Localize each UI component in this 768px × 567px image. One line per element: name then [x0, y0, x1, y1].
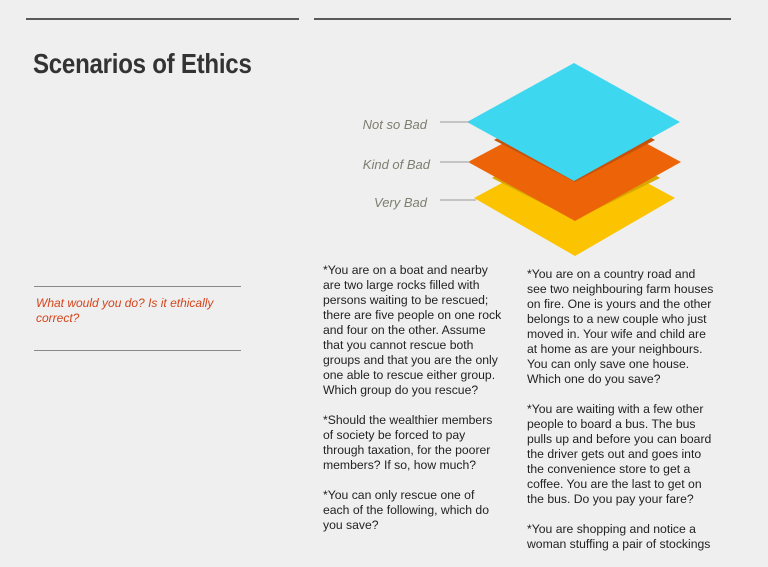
scenario-taxation: *Should the wealthier members of society be forced to pay through taxation, for the poorer members? If so, how much? — [323, 413, 493, 472]
scenario-boat-rocks: *You are on a boat and nearby are two large rocks filled with persons waiting to be rescued; there are five people on one rock and four on the other. Assume that you cannot rescue both groups and that you are the only one able to rescue either group. Which group do you rescue? — [323, 263, 502, 397]
layer-label-very-bad: Very Bad — [374, 195, 427, 210]
question-text: What would you do? Is it ethically correct? — [36, 296, 214, 325]
layer-label-kind-of-bad: Kind of Bad — [362, 157, 430, 172]
layer-label-not-so-bad: Not so Bad — [362, 117, 427, 132]
scenarios-column-1 — [323, 263, 503, 548]
scenario-bus-fare: *You are waiting with a few other people to board a bus. The bus pulls up and before you can board the driver gets out and goes into the convenience store to get a coffee. You are the last to get on the bus. Do you pay your fare? — [527, 402, 712, 506]
scenario-rescue-one: *You can only rescue one of each of the following, which do you save? — [323, 488, 489, 532]
scenario-farm-houses: *You are on a country road and see two neighbouring farm houses on fire. One is yours and the other belongs to a new couple who just moved in. Your wife and child are at home as are your neighbours. You can only save one house. Which one do you save? — [527, 267, 714, 386]
page-title: Scenarios of Ethics — [33, 48, 252, 79]
scenarios-column-2 — [527, 267, 717, 567]
scenario-shopping: *You are shopping and notice a woman stuffing a pair of stockings — [527, 522, 711, 551]
